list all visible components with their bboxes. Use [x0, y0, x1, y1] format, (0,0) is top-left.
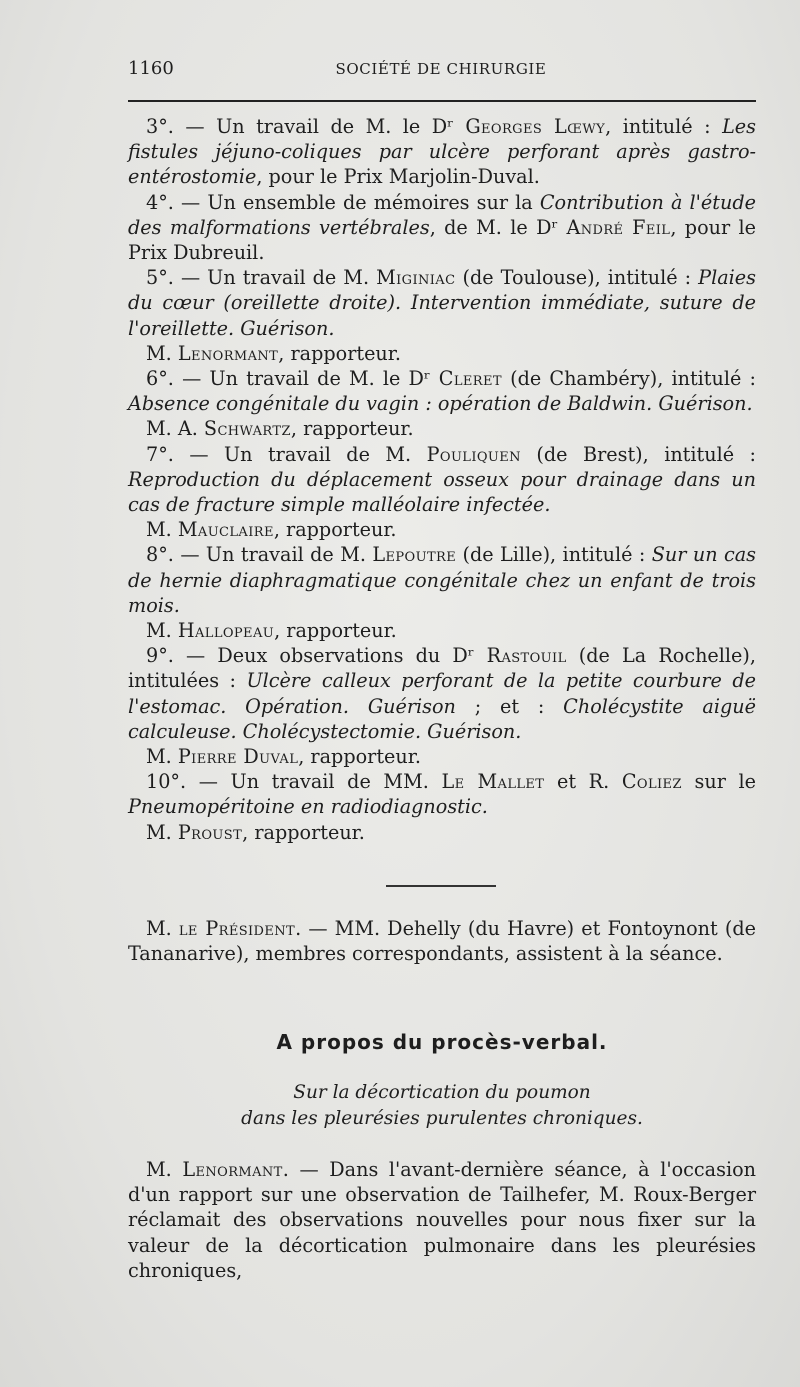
rapporteur-line: M. Mauclaire, rapporteur.	[146, 518, 397, 542]
list-item: 7°. — Un travail de M. Pouliquen (de Brest), intitulé : Reproduction du déplacement osseux pour drainage dans un cas de fracture simple malléolaire infectée.	[128, 442, 757, 517]
president-text: M. le Président. — MM. Dehelly (du Havre) et Fontoynont (de Tananarive), membres correspondants, assistent à la séance.	[128, 917, 756, 966]
rapporteur-line: M. Pierre Duval, rapporteur.	[146, 745, 421, 769]
rapporteur-line: M. A. Schwartz, rapporteur.	[146, 417, 414, 441]
header-rule	[128, 100, 756, 102]
section-separator	[386, 885, 496, 887]
page-number: 1160	[128, 58, 174, 79]
list-item: 10°. — Un travail de MM. Le Mallet et R. Coliez sur le Pneumopéritoine en radiodiagnostic.	[128, 770, 756, 819]
list-item: 6°. — Un travail de M. le Dʳ Cleret (de Chambéry), intitulé : Absence congénitale du vagin : opération de Baldwin. Guérison.	[128, 367, 756, 416]
president-paragraph	[128, 916, 756, 966]
rapporteur-line: M. Lenormant, rapporteur.	[146, 341, 401, 365]
list-item: 5°. — Un travail de M. Miginiac (de Toulouse), intitulé : Plaies du cœur (oreillette droite). Intervention immédiate, suture de l'oreillette. Guérison.	[128, 266, 756, 340]
running-head: SOCIÉTÉ DE CHIRURGIE	[335, 60, 547, 78]
list-item: 9°. — Deux observations du Dʳ Rastouil (de La Rochelle), intitulées : Ulcère calleux perforant de la petite courbure de l'estomac. Opération. Guérison ; et : Cholécystite aiguë calculeuse. Cholécystectomie. Guérison.	[128, 644, 756, 743]
item-list	[128, 114, 756, 845]
list-item: 8°. — Un travail de M. Lepoutre (de Lille), intitulé : Sur un cas de hernie diaphragmatique congénitale chez un enfant de trois mois.	[128, 543, 756, 617]
section-title: A propos du procès-verbal.	[276, 1030, 608, 1054]
rapporteur-line: M. Proust, rapporteur.	[146, 820, 365, 844]
list-item: 4°. — Un ensemble de mémoires sur la Contribution à l'étude des malformations vertébrales, de M. le Dʳ André Feil, pour le Prix Dubreuil.	[128, 190, 757, 265]
subtitle-line-2: dans les pleurésies purulentes chroniques.	[241, 1108, 643, 1129]
page-header	[128, 58, 754, 86]
list-item: 3°. — Un travail de M. le Dʳ Georges Lœwy, intitulé : Les fistules jéjuno-coliques par ulcère perforant après gastro-entérostomie, pour le Prix Marjolin-Duval.	[128, 115, 757, 189]
rapporteur-line: M. Hallopeau, rapporteur.	[146, 619, 397, 643]
lenormant-paragraph	[128, 1157, 756, 1283]
lenormant-text: M. Lenormant. — Dans l'avant-dernière séance, à l'occasion d'un rapport sur une observation de Tailhefer, M. Roux-Berger réclamait des observations nouvelles pour nous fixer sur la valeur de la décortication pulmonaire dans les pleurésies chroniques,	[128, 1158, 756, 1282]
section-subtitle	[128, 1080, 756, 1132]
subtitle-line-1: Sur la décortication du poumon	[293, 1082, 591, 1103]
